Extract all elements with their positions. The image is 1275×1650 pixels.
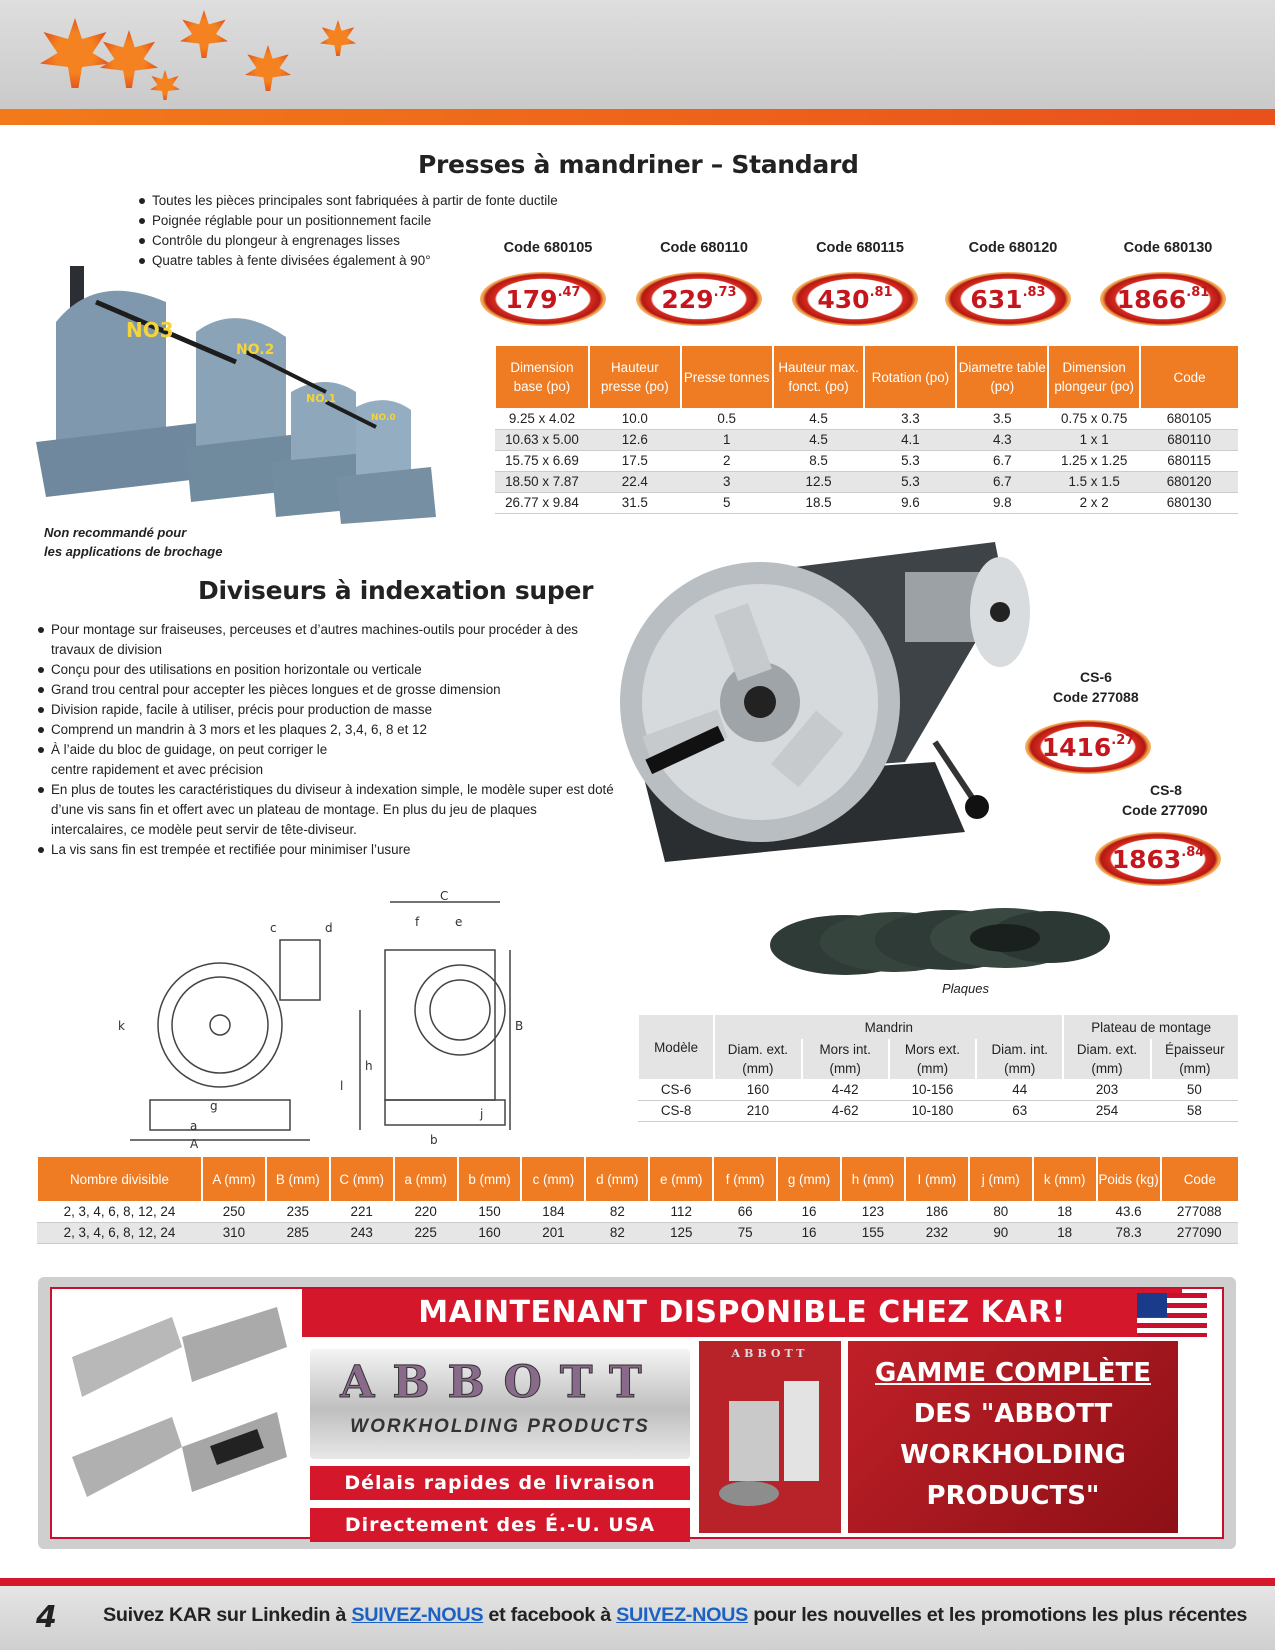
table-cell: 15.75 x 6.69	[495, 450, 589, 471]
list-item: Division rapide, facile à utiliser, précis pour production de masse	[36, 700, 616, 720]
table-cell: 82	[585, 1201, 649, 1222]
table-header: a (mm)	[394, 1157, 458, 1201]
table-cell: 186	[905, 1201, 969, 1222]
table-cell: 16	[777, 1222, 841, 1243]
facebook-link[interactable]: SUIVEZ-NOUS	[616, 1604, 749, 1626]
price-integer: 430	[817, 284, 870, 314]
press-note-line: les applications de brochage	[44, 544, 223, 559]
dimensions-table	[36, 1157, 1238, 1244]
table-header: k (mm)	[1033, 1157, 1097, 1201]
table-cell: 220	[394, 1201, 458, 1222]
table-cell: 9.6	[864, 492, 956, 513]
table-header: Épaisseur (mm)	[1151, 1039, 1238, 1079]
diagram-label: g	[210, 1099, 218, 1113]
table-cell: 232	[905, 1222, 969, 1243]
table-cell: 184	[521, 1201, 585, 1222]
table-cell: CS-6	[638, 1079, 714, 1100]
table-cell: 160	[458, 1222, 522, 1243]
table-cell: 254	[1063, 1100, 1150, 1121]
table-header: Mandrin	[714, 1015, 1063, 1039]
table-cell: 9.25 x 4.02	[495, 408, 589, 429]
table-header: Mors int. (mm)	[802, 1039, 889, 1079]
maple-leaf-icon	[100, 30, 158, 88]
price-integer: 1866	[1116, 284, 1187, 314]
us-flag-icon	[1137, 1293, 1207, 1337]
diagram-label: B	[515, 1019, 524, 1033]
ad-banner-title: MAINTENANT DISPONIBLE CHEZ KAR!	[302, 1289, 1182, 1337]
table-cell: 160	[714, 1079, 801, 1100]
price-cents: .81	[869, 284, 893, 300]
table-cell: 90	[969, 1222, 1033, 1243]
diviseurs-title: Diviseurs à indexation super	[198, 576, 594, 605]
dividing-head-image	[605, 532, 1055, 877]
table-row	[495, 429, 1238, 450]
cs6-model-label: CS-6	[1080, 669, 1112, 685]
diagram-label: C	[440, 890, 449, 903]
svg-text:NO.0: NO.0	[371, 413, 396, 423]
abbott-catalog-image	[699, 1341, 841, 1533]
table-cell: 3.3	[864, 408, 956, 429]
table-cell: 12.5	[773, 471, 865, 492]
table-cell: 18.50 x 7.87	[495, 471, 589, 492]
table-cell: 44	[976, 1079, 1063, 1100]
table-header: Code	[1161, 1157, 1238, 1201]
table-cell: 4.5	[773, 408, 865, 429]
table-cell: 8.5	[773, 450, 865, 471]
press-code-label: Code 680130	[1123, 240, 1213, 256]
table-cell: 80	[969, 1201, 1033, 1222]
table-cell: 18	[1033, 1222, 1097, 1243]
table-cell: 1 x 1	[1048, 429, 1140, 450]
table-header: A (mm)	[202, 1157, 266, 1201]
footer-text: Suivez KAR sur Linkedin à	[103, 1604, 347, 1626]
table-cell: 4.1	[864, 429, 956, 450]
table-cell: 82	[585, 1222, 649, 1243]
svg-text:NO.2: NO.2	[236, 342, 275, 358]
list-item: En plus de toutes les caractéristiques du diviseur à indexation simple, le modèle super est doté d’une vis sans fin et offert avec un plateau de montage. En plus du jeu de plaques intercalaires, ce modèle peut servir de tête-diviseur.	[36, 780, 616, 840]
table-header: Mors ext. (mm)	[889, 1039, 976, 1079]
press-note	[44, 523, 222, 561]
price-cents: .27	[1111, 732, 1135, 748]
presses-spec-table	[494, 346, 1238, 514]
table-header: Rotation (po)	[864, 346, 956, 408]
table-header: Modèle	[638, 1015, 714, 1079]
table-row	[638, 1100, 1238, 1121]
price-integer: 1863	[1111, 844, 1182, 874]
ad-gamme-line: GAMME COMPLÈTE	[875, 1358, 1151, 1388]
table-cell: 6.7	[956, 450, 1048, 471]
price-cents: .47	[557, 284, 581, 300]
table-cell: 75	[713, 1222, 777, 1243]
table-row	[638, 1079, 1238, 1100]
table-header: Plateau de montage	[1063, 1015, 1238, 1039]
table-cell: 310	[202, 1222, 266, 1243]
table-cell: 680105	[1140, 408, 1238, 429]
price-cents: .84	[1181, 844, 1205, 860]
table-cell: 285	[266, 1222, 330, 1243]
page-header-banner	[0, 0, 1275, 125]
press-code-label: Code 680115	[816, 240, 904, 256]
table-cell: 680115	[1140, 450, 1238, 471]
table-cell: 2	[681, 450, 773, 471]
svg-text:NO.1: NO.1	[306, 392, 337, 405]
table-cell: CS-8	[638, 1100, 714, 1121]
ad-gamme-line: PRODUCTS"	[926, 1481, 1100, 1511]
table-cell: 5.3	[864, 450, 956, 471]
diagram-label: c	[270, 921, 277, 935]
table-header: Dimension base (po)	[495, 346, 589, 408]
diagram-label: b	[430, 1133, 438, 1147]
price-integer: 229	[661, 284, 714, 314]
price-cents: .81	[1186, 284, 1210, 300]
ad-gamme-line: DES "ABBOTT	[913, 1399, 1113, 1429]
price-integer: 179	[505, 284, 558, 314]
table-cell: 2, 3, 4, 6, 8, 12, 24	[37, 1201, 202, 1222]
table-header: Code	[1140, 346, 1238, 408]
list-item: Contrôle du plongeur à engrenages lisses	[137, 231, 617, 251]
cs6-code-label: Code 277088	[1053, 689, 1139, 705]
table-cell: 150	[458, 1201, 522, 1222]
table-cell: 4-42	[802, 1079, 889, 1100]
press-code-label: Code 680105	[503, 240, 593, 256]
diagram-label: h	[365, 1059, 373, 1073]
table-row	[495, 450, 1238, 471]
table-header: Hauteur max. fonct. (po)	[773, 346, 865, 408]
table-header: C (mm)	[330, 1157, 394, 1201]
table-cell: 4.5	[773, 429, 865, 450]
cs8-model-label: CS-8	[1150, 782, 1182, 798]
index-plates-image	[765, 900, 1115, 990]
table-cell: 16	[777, 1201, 841, 1222]
price-badge	[1025, 720, 1151, 774]
press-note-line: Non recommandé pour	[44, 525, 187, 540]
table-cell: 31.5	[589, 492, 681, 513]
table-header: Presse tonnes	[681, 346, 773, 408]
presses-title: Presses à mandriner – Standard	[418, 150, 859, 179]
table-cell: 66	[713, 1201, 777, 1222]
table-row	[495, 471, 1238, 492]
table-cell: 5.3	[864, 471, 956, 492]
table-cell: 63	[976, 1100, 1063, 1121]
footer-red-line	[0, 1578, 1275, 1586]
table-cell: 210	[714, 1100, 801, 1121]
table-cell: 12.6	[589, 429, 681, 450]
table-row	[37, 1201, 1238, 1222]
table-cell: 2 x 2	[1048, 492, 1140, 513]
table-cell: 17.5	[589, 450, 681, 471]
table-header: c (mm)	[521, 1157, 585, 1201]
price-integer: 631	[970, 284, 1023, 314]
linkedin-link[interactable]: SUIVEZ-NOUS	[351, 1604, 484, 1626]
table-row	[495, 492, 1238, 513]
list-item: À l’aide du bloc de guidage, on peut corriger le centre rapidement et avec précision	[36, 740, 346, 780]
table-cell: 58	[1151, 1100, 1238, 1121]
ad-origin-line: Directement des É.-U. USA	[310, 1508, 690, 1542]
table-row	[37, 1222, 1238, 1243]
table-header: Diametre table (po)	[956, 346, 1048, 408]
maple-leaf-icon	[245, 45, 291, 91]
table-cell: 2, 3, 4, 6, 8, 12, 24	[37, 1222, 202, 1243]
table-header: Diam. ext. (mm)	[714, 1039, 801, 1079]
table-cell: 18.5	[773, 492, 865, 513]
table-cell: 1	[681, 429, 773, 450]
table-cell: 4-62	[802, 1100, 889, 1121]
diagram-label: j	[480, 1107, 484, 1121]
table-cell: 3	[681, 471, 773, 492]
table-cell: 1.25 x 1.25	[1048, 450, 1140, 471]
plates-caption: Plaques	[942, 981, 989, 996]
table-header: d (mm)	[585, 1157, 649, 1201]
abbott-logo-text: ABBOTT	[340, 1357, 660, 1408]
table-cell: 4.3	[956, 429, 1048, 450]
table-cell: 10-180	[889, 1100, 976, 1121]
table-cell: 78.3	[1097, 1222, 1161, 1243]
diviseurs-bullet-list	[36, 620, 616, 860]
price-badge	[636, 272, 762, 326]
price-integer: 1416	[1041, 732, 1112, 762]
table-cell: 243	[330, 1222, 394, 1243]
list-item: Toutes les pièces principales sont fabriquées à partir de fonte ductile	[137, 191, 617, 211]
diagram-label: l	[340, 1079, 344, 1093]
list-item: La vis sans fin est trempée et rectifiée pour minimiser l’usure	[36, 840, 616, 860]
page-footer	[0, 1578, 1275, 1650]
table-cell: 10.63 x 5.00	[495, 429, 589, 450]
footer-text: et facebook à	[488, 1604, 611, 1626]
mandrin-table	[637, 1015, 1238, 1122]
list-item: Comprend un mandrin à 3 mors et les plaques 2, 3,4, 6, 8 et 12	[36, 720, 616, 740]
price-badge	[1100, 272, 1226, 326]
press-code-label: Code 680110	[660, 240, 748, 256]
diagram-label: a	[190, 1119, 198, 1133]
price-cents: .83	[1022, 284, 1046, 300]
table-cell: 203	[1063, 1079, 1150, 1100]
price-badge	[1095, 832, 1221, 886]
catalog-brand-text: ABBOTT	[731, 1347, 809, 1360]
table-cell: 9.8	[956, 492, 1048, 513]
footer-social-text	[103, 1604, 1247, 1627]
abbott-logo	[310, 1349, 690, 1459]
list-item: Conçu pour des utilisations en position horizontale ou verticale	[36, 660, 616, 680]
table-cell: 112	[649, 1201, 713, 1222]
table-cell: 6.7	[956, 471, 1048, 492]
ad-inner	[50, 1287, 1224, 1539]
table-cell: 26.77 x 9.84	[495, 492, 589, 513]
maple-leaf-icon	[150, 70, 180, 100]
price-cents: .73	[713, 284, 737, 300]
footer-text: pour les nouvelles et les promotions les plus récentes	[753, 1604, 1248, 1626]
arbor-press-image	[36, 262, 450, 532]
table-cell: 680130	[1140, 492, 1238, 513]
table-row	[495, 408, 1238, 429]
maple-leaf-icon	[40, 18, 110, 88]
maple-leaf-icon	[180, 10, 228, 58]
table-cell: 22.4	[589, 471, 681, 492]
table-cell: 1.5 x 1.5	[1048, 471, 1140, 492]
table-cell: 235	[266, 1201, 330, 1222]
list-item: Grand trou central pour accepter les pièces longues et de grosse dimension	[36, 680, 616, 700]
page-number: 4	[36, 1600, 57, 1635]
table-cell: 0.5	[681, 408, 773, 429]
table-cell: 225	[394, 1222, 458, 1243]
cs8-code-label: Code 277090	[1122, 802, 1208, 818]
table-cell: 125	[649, 1222, 713, 1243]
abbott-ad-panel	[38, 1277, 1236, 1549]
table-cell: 277088	[1161, 1201, 1238, 1222]
table-header: Diam. int. (mm)	[976, 1039, 1063, 1079]
maple-leaf-icon	[320, 20, 356, 56]
table-cell: 123	[841, 1201, 905, 1222]
diagram-label: f	[415, 915, 420, 929]
table-cell: 5	[681, 492, 773, 513]
table-header: h (mm)	[841, 1157, 905, 1201]
svg-text:NO3: NO3	[126, 318, 174, 342]
table-cell: 277090	[1161, 1222, 1238, 1243]
table-header: g (mm)	[777, 1157, 841, 1201]
table-cell: 43.6	[1097, 1201, 1161, 1222]
list-item: Poignée réglable pour un positionnement facile	[137, 211, 617, 231]
table-header: B (mm)	[266, 1157, 330, 1201]
ad-delivery-line: Délais rapides de livraison	[310, 1466, 690, 1500]
table-cell: 18	[1033, 1201, 1097, 1222]
diagram-label: A	[190, 1137, 199, 1151]
table-cell: 250	[202, 1201, 266, 1222]
price-badge	[792, 272, 918, 326]
table-header: j (mm)	[969, 1157, 1033, 1201]
table-header: Diam. ext. (mm)	[1063, 1039, 1150, 1079]
table-header: b (mm)	[458, 1157, 522, 1201]
table-header: I (mm)	[905, 1157, 969, 1201]
abbott-logo-subtitle: WORKHOLDING PRODUCTS	[350, 1416, 650, 1437]
ad-gamme-panel	[848, 1341, 1178, 1533]
table-header: Nombre divisible	[37, 1157, 202, 1201]
table-cell: 201	[521, 1222, 585, 1243]
table-header: Poids (kg)	[1097, 1157, 1161, 1201]
table-cell: 680110	[1140, 429, 1238, 450]
table-cell: 10-156	[889, 1079, 976, 1100]
ad-gamme-line: WORKHOLDING	[900, 1440, 1126, 1470]
list-item: Quatre tables à fente divisées également à 90°	[137, 251, 617, 271]
table-header: f (mm)	[713, 1157, 777, 1201]
diagram-label: k	[118, 1019, 125, 1033]
price-badge	[480, 272, 606, 326]
table-cell: 10.0	[589, 408, 681, 429]
table-header: Dimension plongeur (po)	[1048, 346, 1140, 408]
press-code-label: Code 680120	[968, 240, 1058, 256]
presses-bullet-list	[137, 191, 617, 271]
table-cell: 221	[330, 1201, 394, 1222]
dividing-head-diagram	[110, 890, 540, 1152]
table-header: e (mm)	[649, 1157, 713, 1201]
table-cell: 680120	[1140, 471, 1238, 492]
diagram-label: d	[325, 921, 333, 935]
table-cell: 0.75 x 0.75	[1048, 408, 1140, 429]
header-orange-band	[0, 109, 1275, 125]
table-header: Hauteur presse (po)	[589, 346, 681, 408]
price-badge	[945, 272, 1071, 326]
soft-jaws-image	[62, 1297, 292, 1529]
table-cell: 50	[1151, 1079, 1238, 1100]
list-item: Pour montage sur fraiseuses, perceuses et d’autres machines-outils pour procéder à des travaux de division	[36, 620, 616, 660]
table-cell: 3.5	[956, 408, 1048, 429]
table-cell: 155	[841, 1222, 905, 1243]
diagram-label: e	[455, 915, 463, 929]
